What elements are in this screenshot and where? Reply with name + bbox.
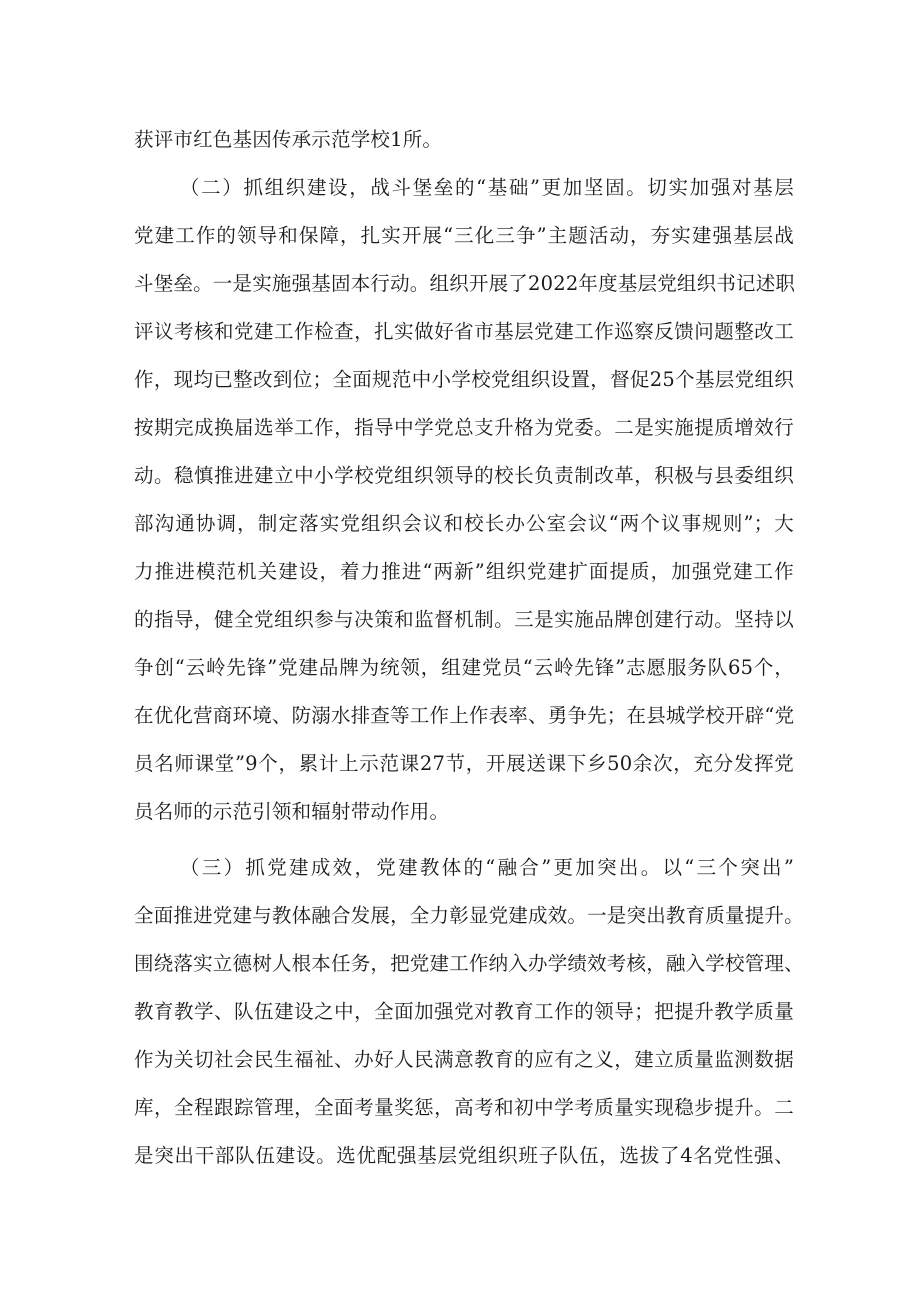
text-line: 评议考核和党建工作检查，扎实做好省市基层党建工作巡察反馈问题整改工: [134, 320, 794, 343]
text-line: 是突出干部队伍建设。选优配强基层党组织班子队伍，选拔了4名党性强、: [134, 1144, 794, 1167]
text-line: 作，现均已整改到位；全面规范中小学校党组织设置，督促25个基层党组织: [134, 368, 794, 391]
text-line: 员名师的示范引领和辐射带动作用。: [134, 800, 450, 823]
text-line: 斗堡垒。一是实施强基固本行动。组织开展了2022年度基层党组织书记述职: [134, 272, 796, 295]
text-line: 动。稳慎推进建立中小学校党组织领导的校长负责制改革，积极与县委组织: [134, 464, 794, 487]
text-line: 争创“云岭先锋”党建品牌为统领，组建党员“云岭先锋”志愿服务队65个，: [134, 656, 794, 679]
text-line: 作为关切社会民生福祉、办好人民满意教育的应有之义，建立质量监测数据: [134, 1048, 794, 1071]
section-heading-2: （二）抓组织建设，战斗堡垒的“基础”更加坚固。切实加强对基层: [180, 176, 794, 199]
text-line: 教育教学、队伍建设之中，全面加强党对教育工作的领导；把提升教学质量: [134, 1000, 794, 1023]
text-line: 按期完成换届选举工作，指导中学党总支升格为党委。二是实施提质增效行: [134, 416, 794, 439]
text-line: 员名师课堂”9个，累计上示范课27节，开展送课下乡50余次，充分发挥党: [134, 752, 794, 775]
text-line: 全面推进党建与教体融合发展，全力彰显党建成效。一是突出教育质量提升。: [134, 904, 804, 927]
text-line: 党建工作的领导和保障，扎实开展“三化三争”主题活动，夯实建强基层战: [134, 224, 794, 247]
text-line: 围绕落实立德树人根本任务，把党建工作纳入办学绩效考核，融入学校管理、: [134, 952, 804, 975]
text-line: 库，全程跟踪管理，全面考量奖惩，高考和初中学考质量实现稳步提升。二: [134, 1096, 794, 1119]
text-line: 的指导，健全党组织参与决策和监督机制。三是实施品牌创建行动。坚持以: [134, 608, 794, 631]
section-heading-3: （三）抓党建成效，党建教体的“融合”更加突出。以“三个突出”: [180, 856, 794, 879]
text-line: 在优化营商环境、防溺水排查等工作上作表率、勇争先；在县城学校开辟“党: [134, 704, 795, 727]
text-line: 力推进模范机关建设，着力推进“两新”组织党建扩面提质，加强党建工作: [134, 560, 794, 583]
text-line: 部沟通协调，制定落实党组织会议和校长办公室会议“两个议事规则”；大: [134, 512, 794, 535]
text-line: 获评市红色基因传承示范学校1所。: [134, 128, 443, 151]
